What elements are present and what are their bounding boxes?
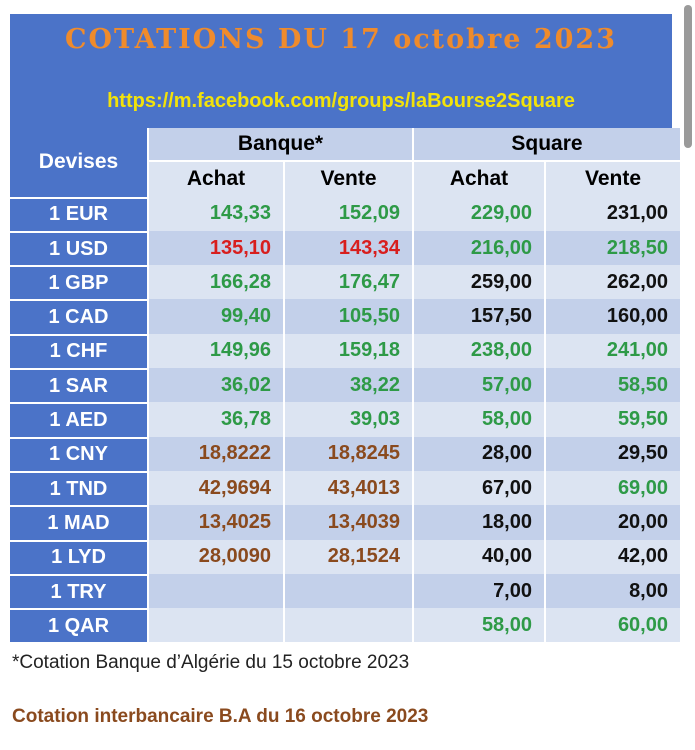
- banque-vente-cell: 38,22: [285, 368, 412, 402]
- bank-rate-note: *Cotation Banque d’Algérie du 15 octobre 2023: [12, 652, 410, 673]
- banque-vente-cell: 152,09: [285, 197, 412, 231]
- square-vente-cell: 218,50: [546, 231, 680, 265]
- square-vente-cell: 8,00: [546, 574, 680, 608]
- square-achat-cell: 40,00: [414, 540, 544, 574]
- currency-label: 1 TND: [10, 471, 147, 505]
- square-vente-cell: 59,50: [546, 402, 680, 436]
- banque-achat-cell: 13,4025: [149, 505, 283, 539]
- banque-vente-cell: 176,47: [285, 265, 412, 299]
- square-achat-cell: 7,00: [414, 574, 544, 608]
- banque-achat-cell: 135,10: [149, 231, 283, 265]
- banque-vente-cell: 13,4039: [285, 505, 412, 539]
- banque-achat-cell: 42,9694: [149, 471, 283, 505]
- currency-label: 1 MAD: [10, 505, 147, 539]
- square-achat-cell: 229,00: [414, 197, 544, 231]
- square-vente-cell: 231,00: [546, 197, 680, 231]
- currency-label: 1 SAR: [10, 368, 147, 402]
- currency-label: 1 LYD: [10, 540, 147, 574]
- banque-achat-cell: 149,96: [149, 334, 283, 368]
- banque-achat-cell: 99,40: [149, 299, 283, 333]
- square-achat-cell: 58,00: [414, 402, 544, 436]
- banque-vente-cell: 43,4013: [285, 471, 412, 505]
- square-achat-cell: 18,00: [414, 505, 544, 539]
- currency-label: 1 CAD: [10, 299, 147, 333]
- square-header: Square: [414, 128, 680, 162]
- square-achat-header: Achat: [414, 162, 544, 196]
- square-achat-cell: 259,00: [414, 265, 544, 299]
- square-achat-cell: 28,00: [414, 437, 544, 471]
- banque-vente-cell: [285, 574, 412, 608]
- banque-vente-cell: [285, 608, 412, 642]
- banque-achat-cell: [149, 608, 283, 642]
- square-achat-cell: 67,00: [414, 471, 544, 505]
- interbank-footer: Cotation interbancaire B.A du 16 octobre 2023: [12, 706, 429, 727]
- square-achat-cell: 238,00: [414, 334, 544, 368]
- devises-header: Devises: [10, 128, 147, 197]
- currency-label: 1 CNY: [10, 437, 147, 471]
- square-vente-cell: 262,00: [546, 265, 680, 299]
- scrollbar[interactable]: [684, 5, 692, 148]
- currency-label: 1 AED: [10, 402, 147, 436]
- banque-vente-cell: 159,18: [285, 334, 412, 368]
- banque-achat-cell: 36,78: [149, 402, 283, 436]
- banque-achat-cell: 28,0090: [149, 540, 283, 574]
- banque-achat-cell: 18,8222: [149, 437, 283, 471]
- rates-table: [10, 14, 672, 642]
- banque-header: Banque*: [149, 128, 412, 162]
- square-vente-cell: 42,00: [546, 540, 680, 574]
- banque-vente-cell: 28,1524: [285, 540, 412, 574]
- banque-achat-cell: [149, 574, 283, 608]
- banque-vente-header: Vente: [285, 162, 412, 196]
- rates-grid: [10, 128, 672, 642]
- square-vente-cell: 160,00: [546, 299, 680, 333]
- banque-achat-cell: 166,28: [149, 265, 283, 299]
- page-title: COTATIONS DU 17 octobre 2023: [64, 24, 617, 55]
- square-vente-cell: 20,00: [546, 505, 680, 539]
- facebook-group-link[interactable]: https://m.facebook.com/groups/laBourse2Square: [107, 90, 575, 112]
- currency-label: 1 GBP: [10, 265, 147, 299]
- title-banner: [10, 14, 672, 128]
- currency-label: 1 QAR: [10, 608, 147, 642]
- banque-achat-header: Achat: [149, 162, 283, 196]
- banque-vente-cell: 18,8245: [285, 437, 412, 471]
- square-vente-cell: 241,00: [546, 334, 680, 368]
- currency-label: 1 TRY: [10, 574, 147, 608]
- currency-label: 1 USD: [10, 231, 147, 265]
- banque-achat-cell: 36,02: [149, 368, 283, 402]
- square-vente-cell: 29,50: [546, 437, 680, 471]
- banque-vente-cell: 105,50: [285, 299, 412, 333]
- square-achat-cell: 157,50: [414, 299, 544, 333]
- banque-vente-cell: 143,34: [285, 231, 412, 265]
- banque-achat-cell: 143,33: [149, 197, 283, 231]
- square-achat-cell: 57,00: [414, 368, 544, 402]
- square-vente-header: Vente: [546, 162, 680, 196]
- square-achat-cell: 58,00: [414, 608, 544, 642]
- square-vente-cell: 58,50: [546, 368, 680, 402]
- square-vente-cell: 69,00: [546, 471, 680, 505]
- currency-label: 1 CHF: [10, 334, 147, 368]
- currency-label: 1 EUR: [10, 197, 147, 231]
- square-vente-cell: 60,00: [546, 608, 680, 642]
- banque-vente-cell: 39,03: [285, 402, 412, 436]
- square-achat-cell: 216,00: [414, 231, 544, 265]
